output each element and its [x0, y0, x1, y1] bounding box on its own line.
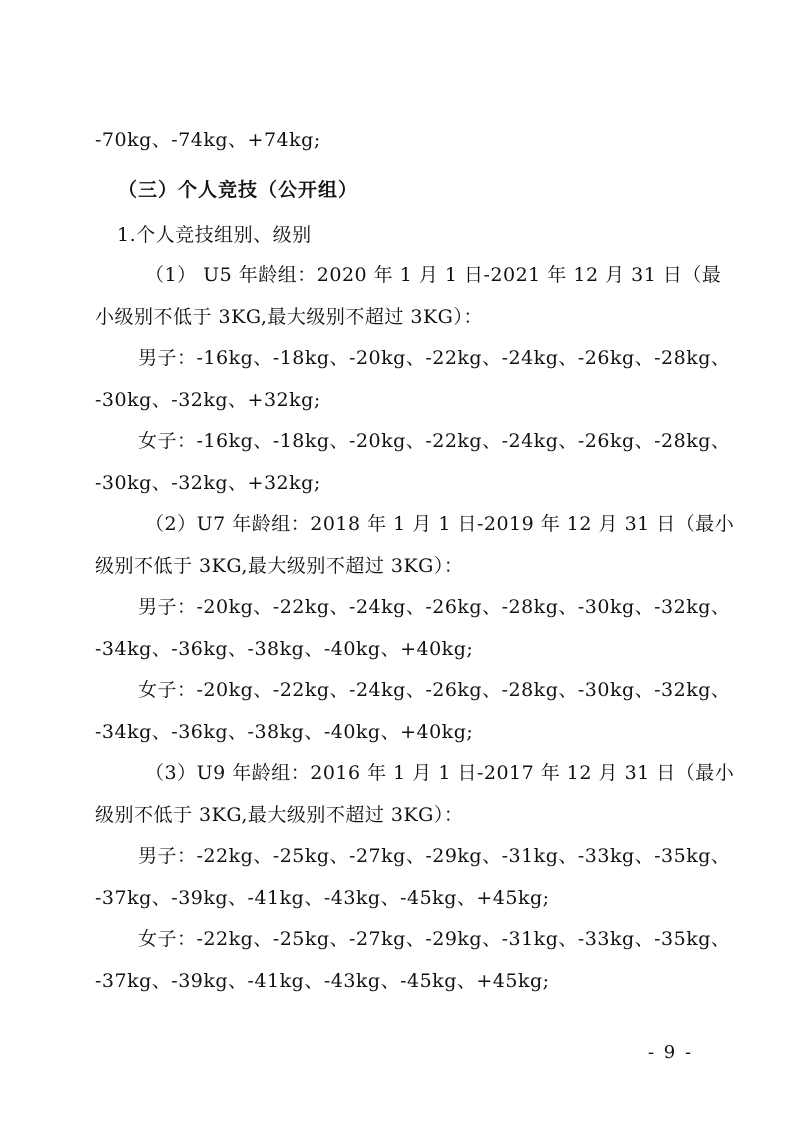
- section-heading: （三）个人竞技（公开组）: [118, 179, 359, 201]
- u7-male-classes: 男子：-20kg、-22kg、-24kg、-26kg、-28kg、-30kg、-32kg、: [138, 596, 731, 618]
- u9-age-group-note: 级别不低于 3KG,最大级别不超过 3KG）：: [95, 804, 464, 826]
- u9-age-group-line: （3）U9 年龄组：2016 年 1 月 1 日-2017 年 12 月 31 日（最小: [145, 762, 735, 784]
- u9-female-classes-cont: -37kg、-39kg、-41kg、-43kg、-45kg、+45kg;: [95, 970, 550, 992]
- weight-classes-continued: -70kg、-74kg、+74kg;: [95, 129, 321, 151]
- u9-male-classes: 男子：-22kg、-25kg、-27kg、-29kg、-31kg、-33kg、-35kg、: [138, 845, 731, 867]
- u5-male-classes-cont: -30kg、-32kg、+32kg;: [95, 389, 321, 411]
- u5-age-group-note: 小级别不低于 3KG,最大级别不超过 3KG）：: [95, 306, 483, 328]
- u5-female-classes: 女子：-16kg、-18kg、-20kg、-22kg、-24kg、-26kg、-28kg、: [138, 430, 731, 452]
- subsection-title: 1.个人竞技组别、级别: [117, 224, 312, 246]
- u7-age-group-line: （2）U7 年龄组：2018 年 1 月 1 日-2019 年 12 月 31 日（最小: [145, 513, 735, 535]
- u7-male-classes-cont: -34kg、-36kg、-38kg、-40kg、+40kg;: [95, 638, 474, 660]
- u7-age-group-note: 级别不低于 3KG,最大级别不超过 3KG）：: [95, 555, 464, 577]
- u7-female-classes: 女子：-20kg、-22kg、-24kg、-26kg、-28kg、-30kg、-32kg、: [138, 679, 731, 701]
- u5-male-classes: 男子：-16kg、-18kg、-20kg、-22kg、-24kg、-26kg、-28kg、: [138, 347, 731, 369]
- u9-female-classes: 女子：-22kg、-25kg、-27kg、-29kg、-31kg、-33kg、-35kg、: [138, 928, 731, 950]
- u9-male-classes-cont: -37kg、-39kg、-41kg、-43kg、-45kg、+45kg;: [95, 887, 550, 909]
- u5-age-group-line: （1） U5 年龄组：2020 年 1 月 1 日-2021 年 12 月 31 日（最: [145, 264, 722, 286]
- u5-female-classes-cont: -30kg、-32kg、+32kg;: [95, 472, 321, 494]
- u7-female-classes-cont: -34kg、-36kg、-38kg、-40kg、+40kg;: [95, 721, 474, 743]
- page-number: - 9 -: [648, 1042, 694, 1063]
